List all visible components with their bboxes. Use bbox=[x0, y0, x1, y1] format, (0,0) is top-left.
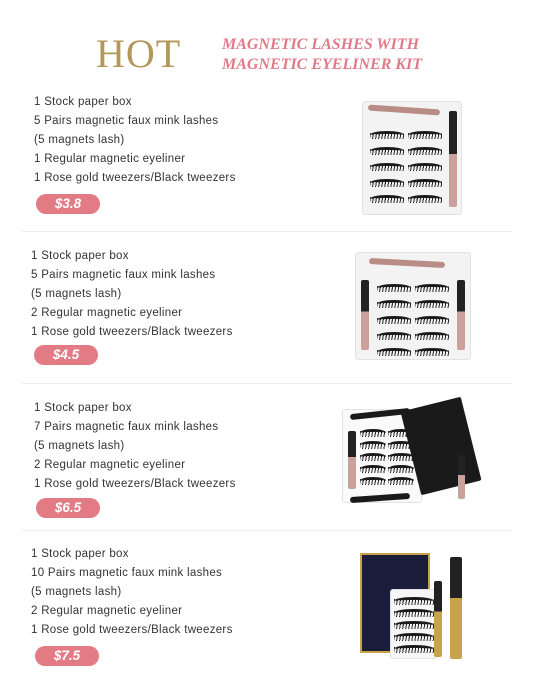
product-card-4[interactable] bbox=[0, 545, 545, 681]
divider bbox=[22, 383, 512, 384]
description-line: 10 Pairs magnetic faux mink lashes bbox=[31, 567, 223, 579]
hot-heading: HOT bbox=[96, 31, 182, 76]
product-description bbox=[34, 93, 236, 188]
product-image bbox=[360, 553, 470, 663]
description-line: 1 Rose gold tweezers/Black tweezers bbox=[34, 172, 236, 184]
description-line: 7 Pairs magnetic faux mink lashes bbox=[34, 421, 219, 433]
product-image bbox=[342, 401, 487, 505]
product-card-2[interactable] bbox=[0, 247, 545, 397]
description-line: 1 Stock paper box bbox=[31, 548, 129, 560]
product-card-3[interactable] bbox=[0, 399, 545, 549]
divider bbox=[22, 231, 512, 232]
page-header bbox=[0, 0, 545, 90]
price-badge: $4.5 bbox=[34, 345, 98, 365]
description-line: (5 magnets lash) bbox=[31, 586, 122, 598]
description-line: 1 Stock paper box bbox=[34, 96, 132, 108]
description-line: 2 Regular magnetic eyeliner bbox=[31, 307, 183, 319]
product-card-1[interactable] bbox=[0, 93, 545, 243]
product-description bbox=[34, 399, 236, 494]
description-line: 2 Regular magnetic eyeliner bbox=[34, 459, 186, 471]
description-line: (5 magnets lash) bbox=[34, 440, 125, 452]
description-line: 2 Regular magnetic eyeliner bbox=[31, 605, 183, 617]
description-line: 5 Pairs magnetic faux mink lashes bbox=[34, 115, 219, 127]
description-line: 1 Regular magnetic eyeliner bbox=[34, 153, 186, 165]
description-line: 1 Stock paper box bbox=[31, 250, 129, 262]
description-line: 1 Rose gold tweezers/Black tweezers bbox=[34, 478, 236, 490]
price-badge: $6.5 bbox=[36, 498, 100, 518]
price-badge: $7.5 bbox=[35, 646, 99, 666]
description-line: (5 magnets lash) bbox=[34, 134, 125, 146]
divider bbox=[22, 530, 512, 531]
description-line: (5 magnets lash) bbox=[31, 288, 122, 300]
description-line: 1 Rose gold tweezers/Black tweezers bbox=[31, 326, 233, 338]
kit-title bbox=[222, 35, 422, 75]
kit-title-line-1: MAGNETIC LASHES WITH bbox=[222, 36, 420, 53]
product-image bbox=[362, 101, 462, 215]
product-image bbox=[355, 252, 471, 360]
description-line: 5 Pairs magnetic faux mink lashes bbox=[31, 269, 216, 281]
price-badge: $3.8 bbox=[36, 194, 100, 214]
description-line: 1 Rose gold tweezers/Black tweezers bbox=[31, 624, 233, 636]
product-description bbox=[31, 247, 233, 342]
description-line: 1 Stock paper box bbox=[34, 402, 132, 414]
kit-title-line-2: MAGNETIC EYELINER KIT bbox=[222, 56, 423, 73]
product-description bbox=[31, 545, 233, 640]
